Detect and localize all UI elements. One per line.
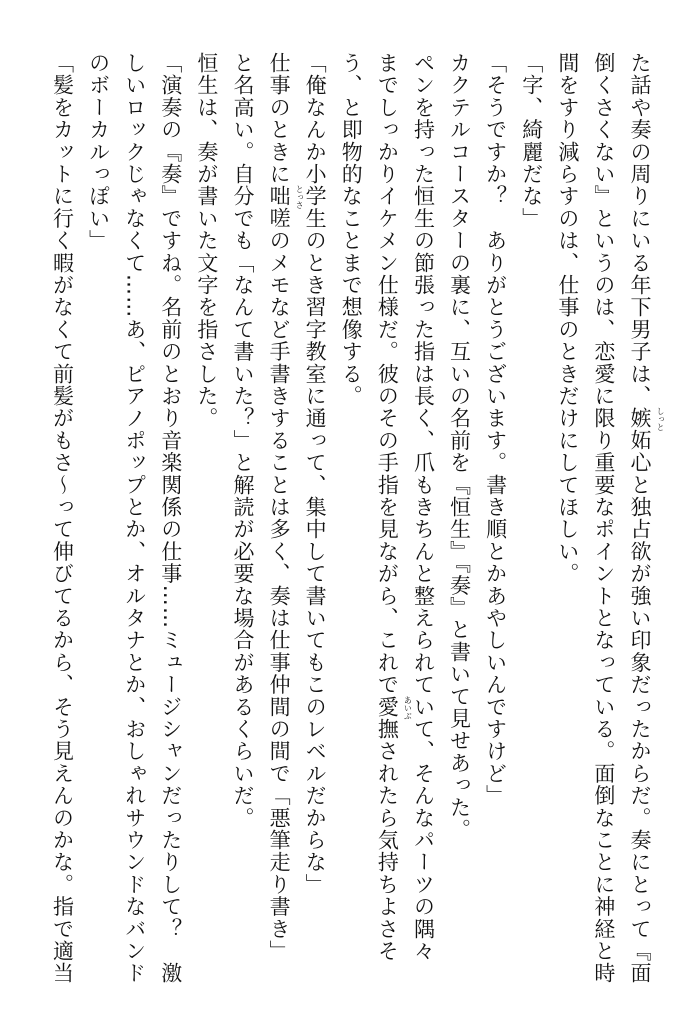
text-column	[478, 52, 514, 992]
text-segment: までしっかりイケメン仕様だ。彼のその手指を見ながら、これで	[375, 52, 400, 696]
text-column	[550, 52, 586, 992]
ruby-base: 咄嗟	[267, 185, 292, 230]
vertical-text-body	[28, 52, 665, 992]
text-segment: た話や奏の周りにいる年下男子は、	[628, 52, 652, 408]
text-segment: のボーカルっぽい」	[86, 52, 111, 252]
text-column	[405, 52, 441, 992]
text-segment: 間をすり減らすのは、仕事のときだけにしてほしい。	[555, 52, 580, 585]
text-segment: 「俺なんか小学生のとき習字教室に通って、集中して書いてもこのレベルだからな」	[303, 52, 328, 896]
text-segment: のメモなど手書きすることは多く、奏は仕事仲間の間で「悪筆走り書き」	[267, 229, 292, 963]
text-segment: 「字、綺麗だな」	[519, 52, 544, 230]
text-segment: 仕事のときに	[267, 52, 292, 186]
text-column	[44, 52, 80, 992]
text-segment: ペンを持った恒生の節張った指は長く、爪もきちんと整えられていて、そんなパーツの隅々	[411, 52, 436, 963]
text-segment: されたら気持ちよさそ	[375, 740, 400, 963]
text-column	[586, 52, 622, 992]
text-column	[225, 52, 261, 992]
text-column	[261, 52, 305, 992]
text-segment: 「そうですか？ ありがとうございます。書き順とかあやしいんですけど」	[483, 52, 508, 807]
ruby-annotation: あいぶ	[403, 695, 413, 720]
text-column	[514, 52, 550, 992]
ruby-word	[267, 185, 305, 230]
text-column	[333, 52, 369, 992]
text-column	[622, 52, 665, 992]
text-segment: と名高い。自分でも「なんて書いた？」と解読が必要な場合があるくらいだ。	[230, 52, 255, 829]
ruby-base: 嫉妬	[628, 407, 652, 452]
text-column	[369, 52, 413, 992]
text-segment: 心と独占欲が強い印象だったからだ。奏にとって『面	[628, 451, 652, 985]
text-segment: カクテルコースターの裏に、互いの名前を『恒生』『奏』と書いて見せあった。	[447, 52, 472, 841]
text-column	[117, 52, 153, 992]
text-segment: う、と即物的なことまで想像する。	[339, 52, 364, 408]
ruby-annotation: とっさ	[295, 185, 305, 210]
text-segment: しいロックじゃなくて……あ、ピアノポップとか、オルタナとか、おしゃれサウンドなバンド	[122, 52, 147, 985]
text-column	[153, 52, 189, 992]
text-segment: 「髪をカットに行く暇がなくて前髪がもさ～って伸びてるから、そう見えんのかな。指で適当	[50, 52, 75, 985]
text-segment: 「演奏の『奏』ですね。名前のとおり音楽関係の仕事……ミュージシャンだったりして？ 激	[158, 52, 183, 985]
text-segment: 恒生は、奏が書いた文字を指さした。	[194, 52, 219, 430]
ruby-annotation: しっと	[656, 407, 665, 432]
ruby-word	[628, 407, 665, 452]
text-segment: 倒くさくない』というのは、恋愛に限り重要なポイントとなっている。面倒なことに神経と時	[591, 52, 616, 985]
text-column	[189, 52, 225, 992]
text-column	[81, 52, 117, 992]
ruby-word	[375, 695, 413, 741]
text-column	[441, 52, 477, 992]
ruby-base: 愛撫	[375, 695, 400, 741]
